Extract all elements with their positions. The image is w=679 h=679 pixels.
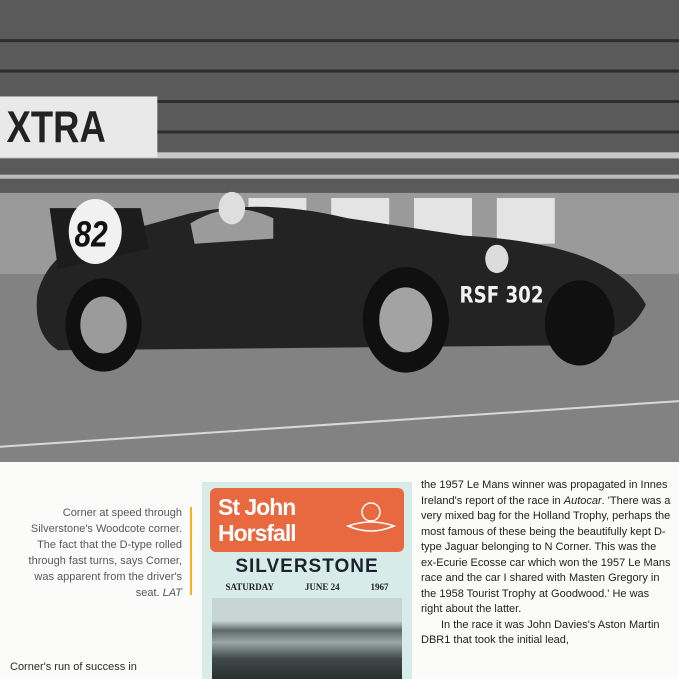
number-plate: RSF 302	[459, 281, 544, 309]
body-text-left: Corner's run of success in	[10, 661, 137, 673]
paragraph-text: . 'There was a very mixed bag for the Holland Trophy, perhaps the most famous of these being the beautifully kept D-type Jaguar belonging to N Corner. This was the ex-Ecurie Ecosse car which won the 1957 Le Mans race and the car I shared with Masten Gregory in the 1958 Tourist Trophy at Goodwood.' He was right about the latter.	[421, 494, 671, 615]
publication-name: Autocar	[563, 494, 602, 507]
programme-date-text: JUNE 24	[304, 582, 340, 592]
paragraph	[421, 478, 673, 618]
paragraph-text: the 1957 Le Mans winner was propagated in Innes Ireland's report of the race in	[421, 479, 668, 507]
programme-day: SATURDAY	[225, 582, 274, 592]
programme-title-line2: Horsfall	[218, 520, 296, 546]
programme-date	[210, 581, 404, 593]
programme-year: 1967	[370, 582, 389, 592]
programme-venue: SILVERSTONE	[235, 556, 379, 577]
programme-photo	[212, 598, 402, 679]
photo-caption	[22, 505, 182, 601]
caption-rule	[190, 507, 192, 595]
car-number: 82	[74, 214, 108, 256]
race-programme-image	[202, 482, 412, 679]
programme-title-line1: St John	[218, 494, 296, 520]
billboard-text: XTRA	[6, 101, 106, 153]
winged-emblem-icon	[346, 500, 396, 540]
caption-credit: LAT	[162, 587, 182, 599]
body-text-right	[421, 478, 673, 649]
paragraph: In the race it was John Davies's Aston Martin DBR1 that took the initial lead,	[421, 618, 660, 646]
caption-text: Corner at speed through Silverstone's Woodcote corner. The fact that the D-type rolled through fast turns, says Corner, was apparent from the driver's seat.	[28, 507, 182, 599]
programme-header	[210, 488, 404, 552]
programme-title	[218, 494, 338, 546]
